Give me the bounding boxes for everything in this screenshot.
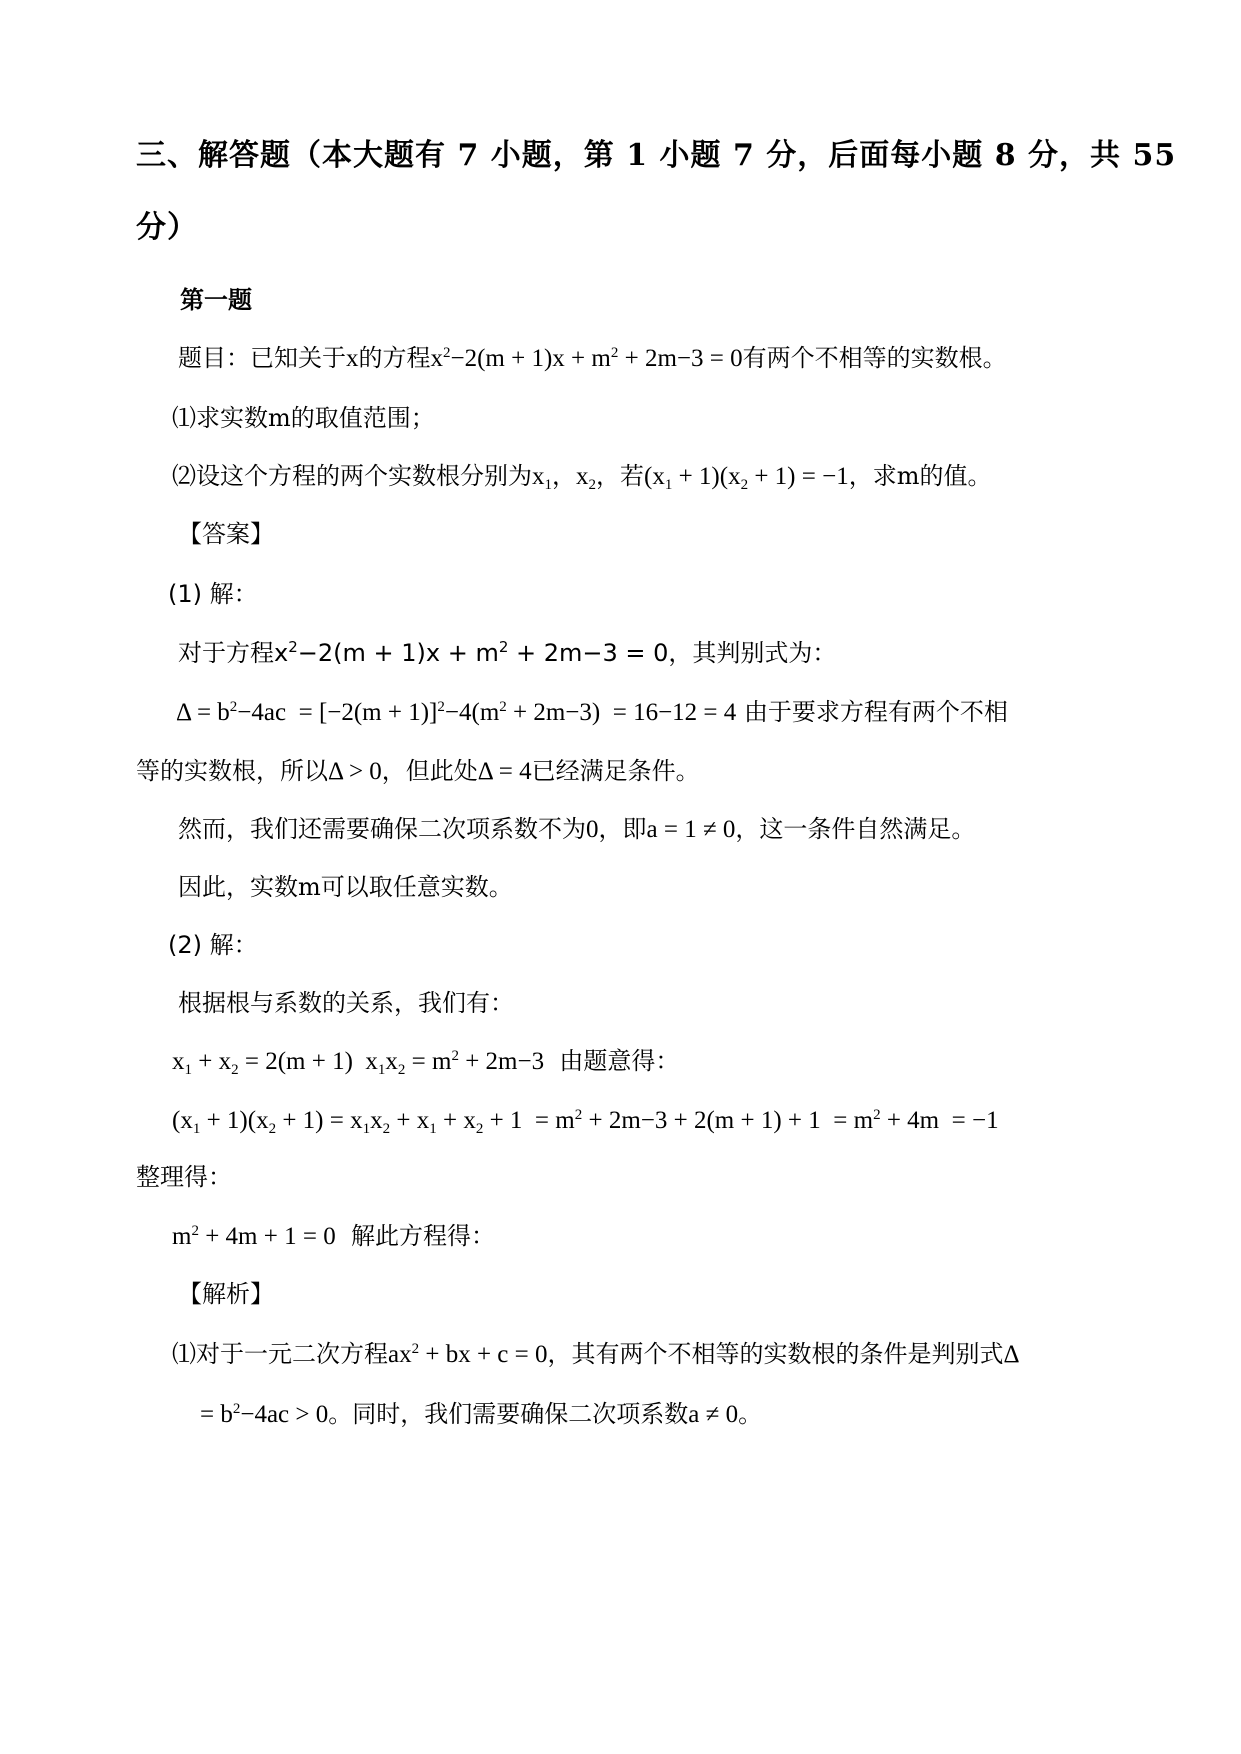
answer-p1-line4: 然而，我们还需要确保二次项系数不为0，即a = 1 ≠ 0，这一条件自然满足。 [178, 815, 976, 843]
answer-p1-line2: $\Delta = b^2-4ac = [-2(m + 1)]^2-4(m^2 + 2m-3) = 16-12 = 4$ 由于要求方程有两个不相 [176, 698, 1008, 726]
answer-p2-line3: $(x_1 + 1)(x_2 + 1) = x_1x_2 + x_1 + x_2 + 1 = m^2 + 2m-3 + 2(m + 1) + 1 = m^2 + 4m = -1$ [172, 1107, 999, 1137]
answer-p2-line2: $x_1 + x_2 = 2(m + 1) x_1x_2 = m^2 + 2m-3$ 由题意得： [172, 1047, 680, 1078]
answer-p1-line1: 对于方程$x^2-2(m + 1)x + m^2 + 2m-3 = 0$，其判别式为： [178, 638, 837, 667]
problem-part2: ⑵设这个方程的两个实数根分别为$x_1$，$x_2$，若$(x_1 + 1)(x_2 + 1) = -1$，求m的值。 [172, 462, 992, 493]
answer-part2-label: (2) 解： [168, 931, 258, 959]
analysis-heading: 【解析】 [178, 1280, 274, 1308]
section-title-line2: 分） [136, 210, 198, 245]
answer-p2-line1: 根据根与系数的关系，我们有： [178, 989, 514, 1017]
section-title-line1: 三、解答题（本大题有 7 小题，第 1 小题 7 分，后面每小题 8 分，共 55 [136, 138, 1177, 173]
answer-p1-line5: 因此，实数m可以取任意实数。 [178, 873, 513, 901]
problem-part1: ⑴求实数m的取值范围； [172, 404, 435, 432]
analysis-line2: = $b^2-4ac > 0$。同时，我们需要确保二次项系数a ≠ 0。 [200, 1400, 763, 1428]
analysis-line1: ⑴对于一元二次方程$ax^2$ + bx + c = 0，其有两个不相等的实数根的条件是判别式Δ [172, 1340, 1020, 1368]
problem-heading: 第一题 [180, 285, 252, 314]
answer-p1-line3: 等的实数根，所以Δ > 0，但此处Δ = 4已经满足条件。 [136, 757, 700, 785]
answer-heading: 【答案】 [178, 520, 274, 548]
problem-stem: 题目：已知关于x的方程$x^2-2(m + 1)x + m^2 + 2m-3 = 0$有两个不相等的实数根。 [178, 344, 1007, 372]
answer-p2-line4: 整理得： [136, 1163, 232, 1191]
answer-p2-line5: $m^2 + 4m + 1 = 0$ 解此方程得： [172, 1222, 495, 1250]
answer-part1-label: (1) 解： [168, 580, 258, 608]
